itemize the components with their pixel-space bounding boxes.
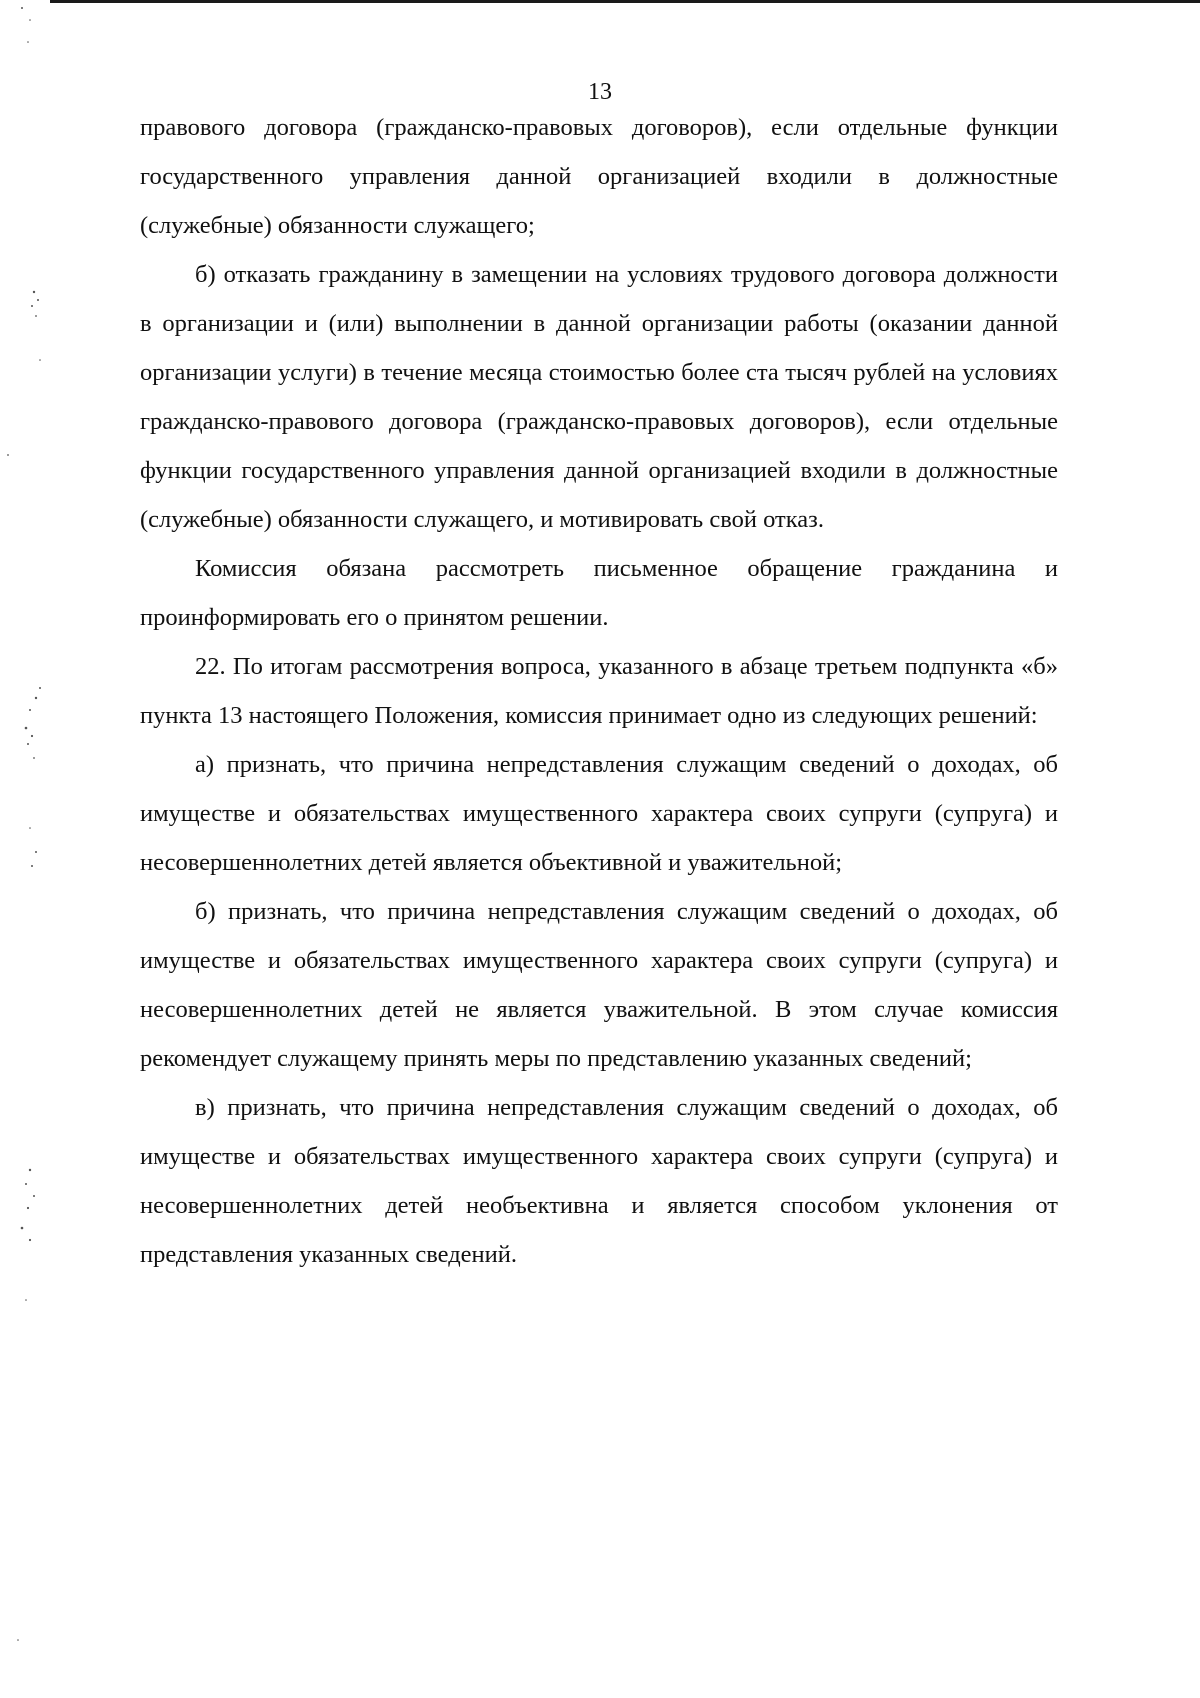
scan-noise-specks xyxy=(0,0,60,1698)
paragraph-subitem-b-refuse: б) отказать гражданину в замещении на условиях трудового договора должности в организации и (или) выполнении в данной организации работы (оказании данной организации услуги) в течение месяца стоимостью более ста тысяч рублей на условиях гражданско-правового договора (гражданско-правовых договоров), если отдельные функции государственного управления данной организацией входили в должностные (служебные) обязанности служащего, и мотивировать свой отказ. xyxy=(140,261,1058,533)
paragraph-item-22: 22. По итогам рассмотрения вопроса, указанного в абзаце третьем подпункта «б» пункта 13 настоящего Положения, комиссия принимает одно из следующих решений: xyxy=(140,653,1058,729)
document-body xyxy=(140,103,1058,1279)
paragraph-commission-obligation: Комиссия обязана рассмотреть письменное обращение гражданина и проинформировать его о принятом решении. xyxy=(140,555,1058,631)
paragraph-subitem-a: а) признать, что причина непредставления служащим сведений о доходах, об имуществе и обязательствах имущественного характера своих супруги (супруга) и несовершеннолетних детей является объективной и уважительной; xyxy=(140,751,1058,876)
paragraph-subitem-b: б) признать, что причина непредставления служащим сведений о доходах, об имуществе и обязательствах имущественного характера своих супруги (супруга) и несовершеннолетних детей не является уважительной. В этом случае комиссия рекомендует служащему принять меры по представлению указанных сведений; xyxy=(140,898,1058,1072)
paragraph-subitem-v: в) признать, что причина непредставления служащим сведений о доходах, об имуществе и обязательствах имущественного характера своих супруги (супруга) и несовершеннолетних детей необъективна и является способом уклонения от представления указанных сведений. xyxy=(140,1094,1058,1268)
paragraph-continuation: правового договора (гражданско-правовых договоров), если отдельные функции государственного управления данной организацией входили в должностные (служебные) обязанности служащего; xyxy=(140,114,1058,239)
top-scan-edge-rule xyxy=(50,0,1200,3)
page-number: 13 xyxy=(588,79,612,105)
